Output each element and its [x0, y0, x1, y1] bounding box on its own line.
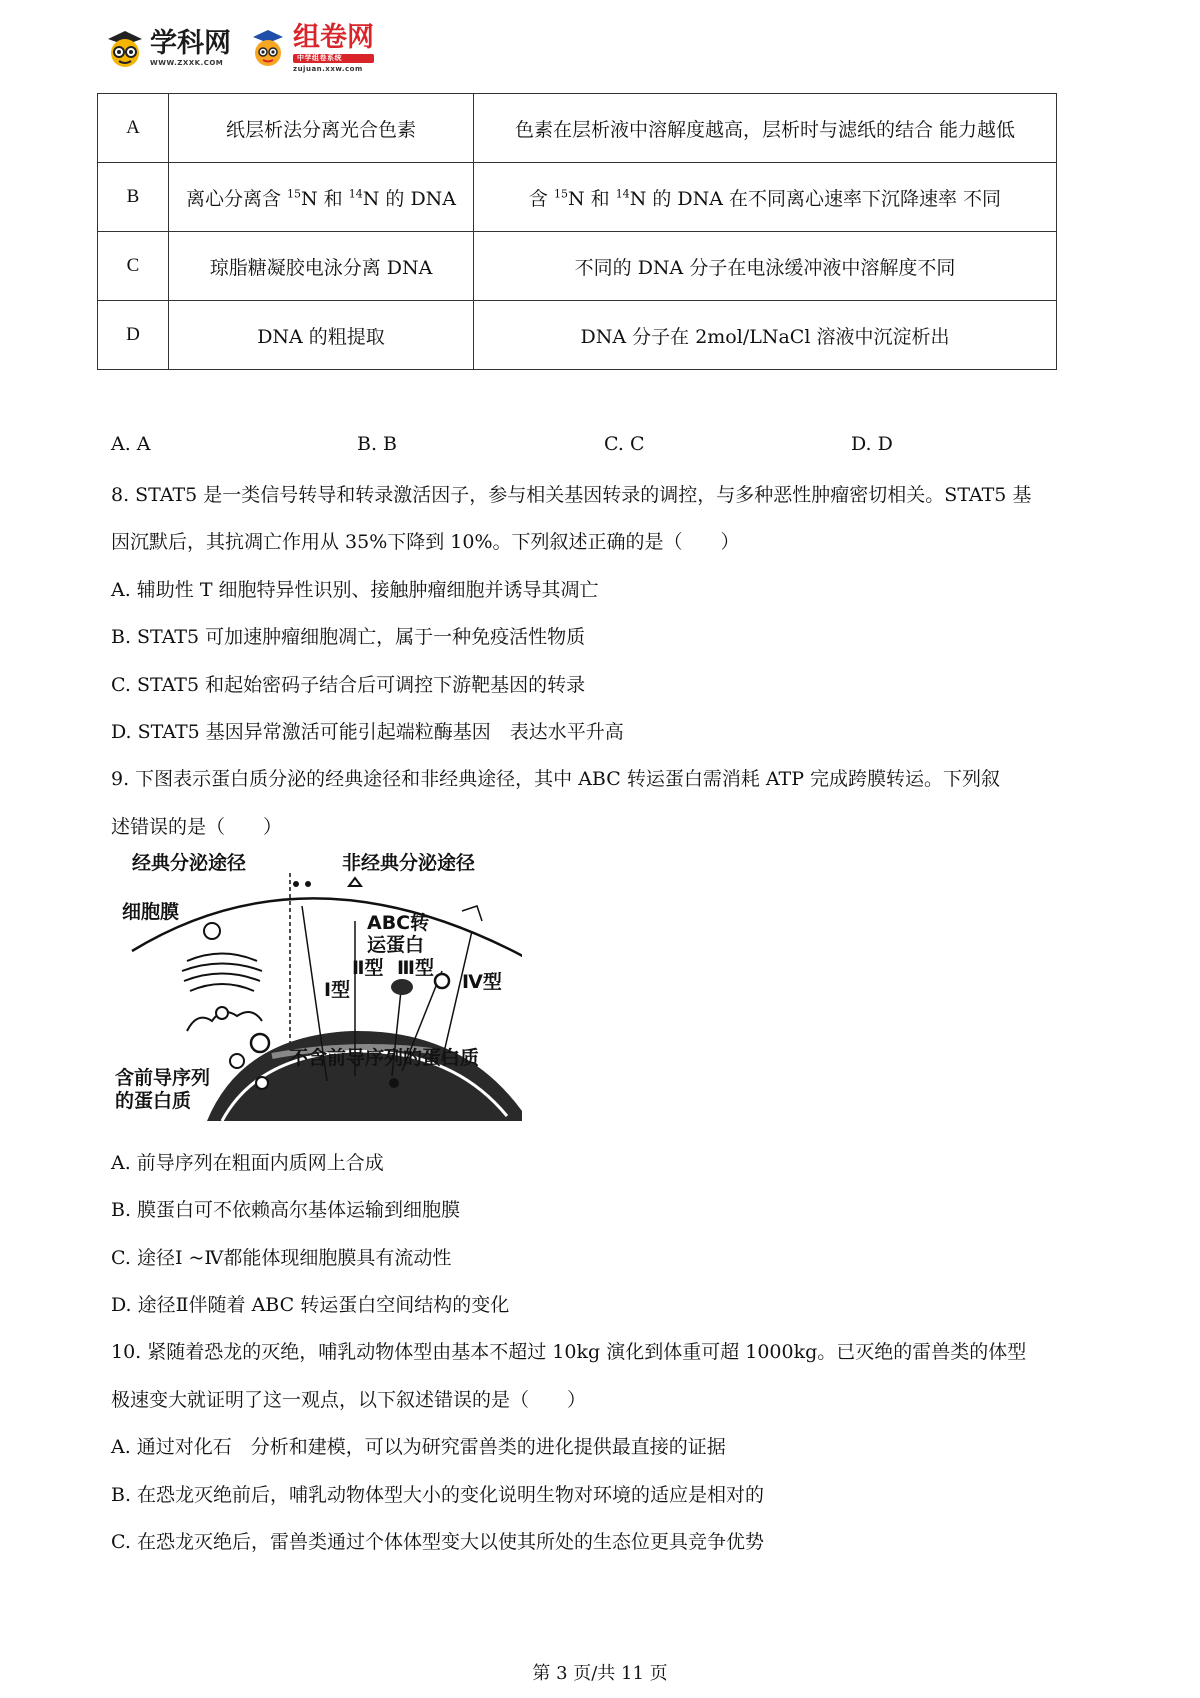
principle-cell: DNA 分子在 2mol/LNaCl 溶液中沉淀析出	[474, 301, 1057, 370]
q10-option-c[interactable]: C. 在恐龙灭绝后，雷兽类通过个体体型变大以使其所处的生态位更具竞争优势	[111, 1531, 764, 1553]
zujuan-logo-url: zujuan.xxw.com	[293, 64, 363, 73]
q8-option-c[interactable]: C. STAT5 和起始密码子结合后可调控下游靶基因的转录	[111, 674, 586, 696]
label-classic-pathway: 经典分泌途径	[132, 852, 247, 874]
header-logos	[104, 22, 374, 74]
zujuan-mascot-icon	[247, 27, 289, 69]
zujuan-logo-text: 组卷网	[293, 21, 374, 53]
q9-option-b[interactable]: B. 膜蛋白可不依赖高尔基体运输到细胞膜	[111, 1199, 461, 1221]
label-type1: Ⅰ型	[324, 979, 351, 1001]
method-cell: DNA 的粗提取	[169, 301, 474, 370]
zujuan-logo-sub: 中学组卷系统	[293, 54, 374, 63]
label-type4: Ⅳ型	[462, 971, 502, 993]
principle-cell: 含 $^{15}$N 和 $^{14}$N 的 DNA 在不同离心速率下沉降速率 不同	[474, 163, 1057, 232]
protein-secretion-diagram	[112, 851, 522, 1121]
label-type2: Ⅱ型	[352, 957, 384, 979]
label-abc-line1: ABC转	[367, 912, 430, 934]
q8-stem-line1: 8. STAT5 是一类信号转导和转录激活因子，参与相关基因转录的调控，与多种恶性肿瘤密切相关。STAT5 基	[111, 484, 1032, 506]
zxxk-logo-url: WWW.ZXXK.COM	[150, 58, 224, 67]
choice-a[interactable]: A. A	[111, 433, 151, 455]
q9-stem-line1: 9. 下图表示蛋白质分泌的经典途径和非经典途径，其中 ABC 转运蛋白需消耗 ATP 完成跨膜转运。下列叙	[111, 768, 1001, 790]
choice-c[interactable]: C. C	[604, 433, 645, 455]
q10-option-b[interactable]: B. 在恐龙灭绝前后，哺乳动物体型大小的变化说明生物对环境的适应是相对的	[111, 1484, 765, 1506]
q8-option-b[interactable]: B. STAT5 可加速肿瘤细胞凋亡，属于一种免疫活性物质	[111, 626, 586, 648]
table-row	[98, 232, 1057, 301]
zxxk-logo-text: 学科网	[150, 27, 231, 59]
page-footer: 第 3 页/共 11 页	[532, 1663, 668, 1684]
q10-option-a[interactable]: A. 通过对化石 分析和建模，可以为研究雷兽类的进化提供最直接的证据	[111, 1436, 726, 1458]
q9-stem-line2: 述错误的是（ ）	[111, 816, 283, 838]
q10-stem-line2: 极速变大就证明了这一观点，以下叙述错误的是（ ）	[111, 1389, 587, 1411]
method-cell: 纸层析法分离光合色素	[169, 94, 474, 163]
table-row	[98, 301, 1057, 370]
label-nonclassic-pathway: 非经典分泌途径	[342, 852, 476, 874]
choice-d[interactable]: D. D	[851, 433, 893, 455]
q9-option-d[interactable]: D. 途径Ⅱ伴随着 ABC 转运蛋白空间结构的变化	[111, 1294, 510, 1316]
label-abc-line2: 运蛋白	[367, 934, 425, 956]
row-label: B	[98, 163, 169, 232]
zxxk-logo	[104, 27, 231, 69]
choice-b[interactable]: B. B	[357, 433, 398, 455]
method-cell: 离心分离含 $^{15}$N 和 $^{14}$N 的 DNA	[169, 163, 474, 232]
table-row	[98, 94, 1057, 163]
q9-option-a[interactable]: A. 前导序列在粗面内质网上合成	[111, 1152, 384, 1174]
row-label: A	[98, 94, 169, 163]
experiment-table	[97, 93, 1057, 370]
label-signal-protein-line2: 的蛋白质	[115, 1090, 192, 1112]
table-row	[98, 163, 1057, 232]
q8-stem-line2: 因沉默后，其抗凋亡作用从 35%下降到 10%。下列叙述正确的是（ ）	[111, 531, 740, 553]
zxxk-mascot-icon	[104, 27, 146, 69]
label-signal-protein-line1: 含前导序列	[115, 1067, 211, 1089]
method-cell: 琼脂糖凝胶电泳分离 DNA	[169, 232, 474, 301]
label-no-signal-protein: 不含前导序列的蛋白质	[289, 1047, 480, 1069]
label-cell-membrane: 细胞膜	[122, 901, 180, 923]
q8-option-d[interactable]: D. STAT5 基因异常激活可能引起端粒酶基因 表达水平升高	[111, 721, 624, 743]
principle-cell: 色素在层析液中溶解度越高，层析时与滤纸的结合 能力越低	[474, 94, 1057, 163]
q10-stem-line1: 10. 紧随着恐龙的灭绝，哺乳动物体型由基本不超过 10kg 演化到体重可超 1000kg。已灭绝的雷兽类的体型	[111, 1341, 1027, 1363]
label-type3: Ⅲ型	[397, 957, 434, 979]
row-label: C	[98, 232, 169, 301]
q8-option-a[interactable]: A. 辅助性 T 细胞特异性识别、接触肿瘤细胞并诱导其凋亡	[111, 579, 599, 601]
row-label: D	[98, 301, 169, 370]
principle-cell: 不同的 DNA 分子在电泳缓冲液中溶解度不同	[474, 232, 1057, 301]
q9-option-c[interactable]: C. 途径Ⅰ ~Ⅳ都能体现细胞膜具有流动性	[111, 1247, 452, 1269]
zujuan-logo	[247, 21, 374, 73]
